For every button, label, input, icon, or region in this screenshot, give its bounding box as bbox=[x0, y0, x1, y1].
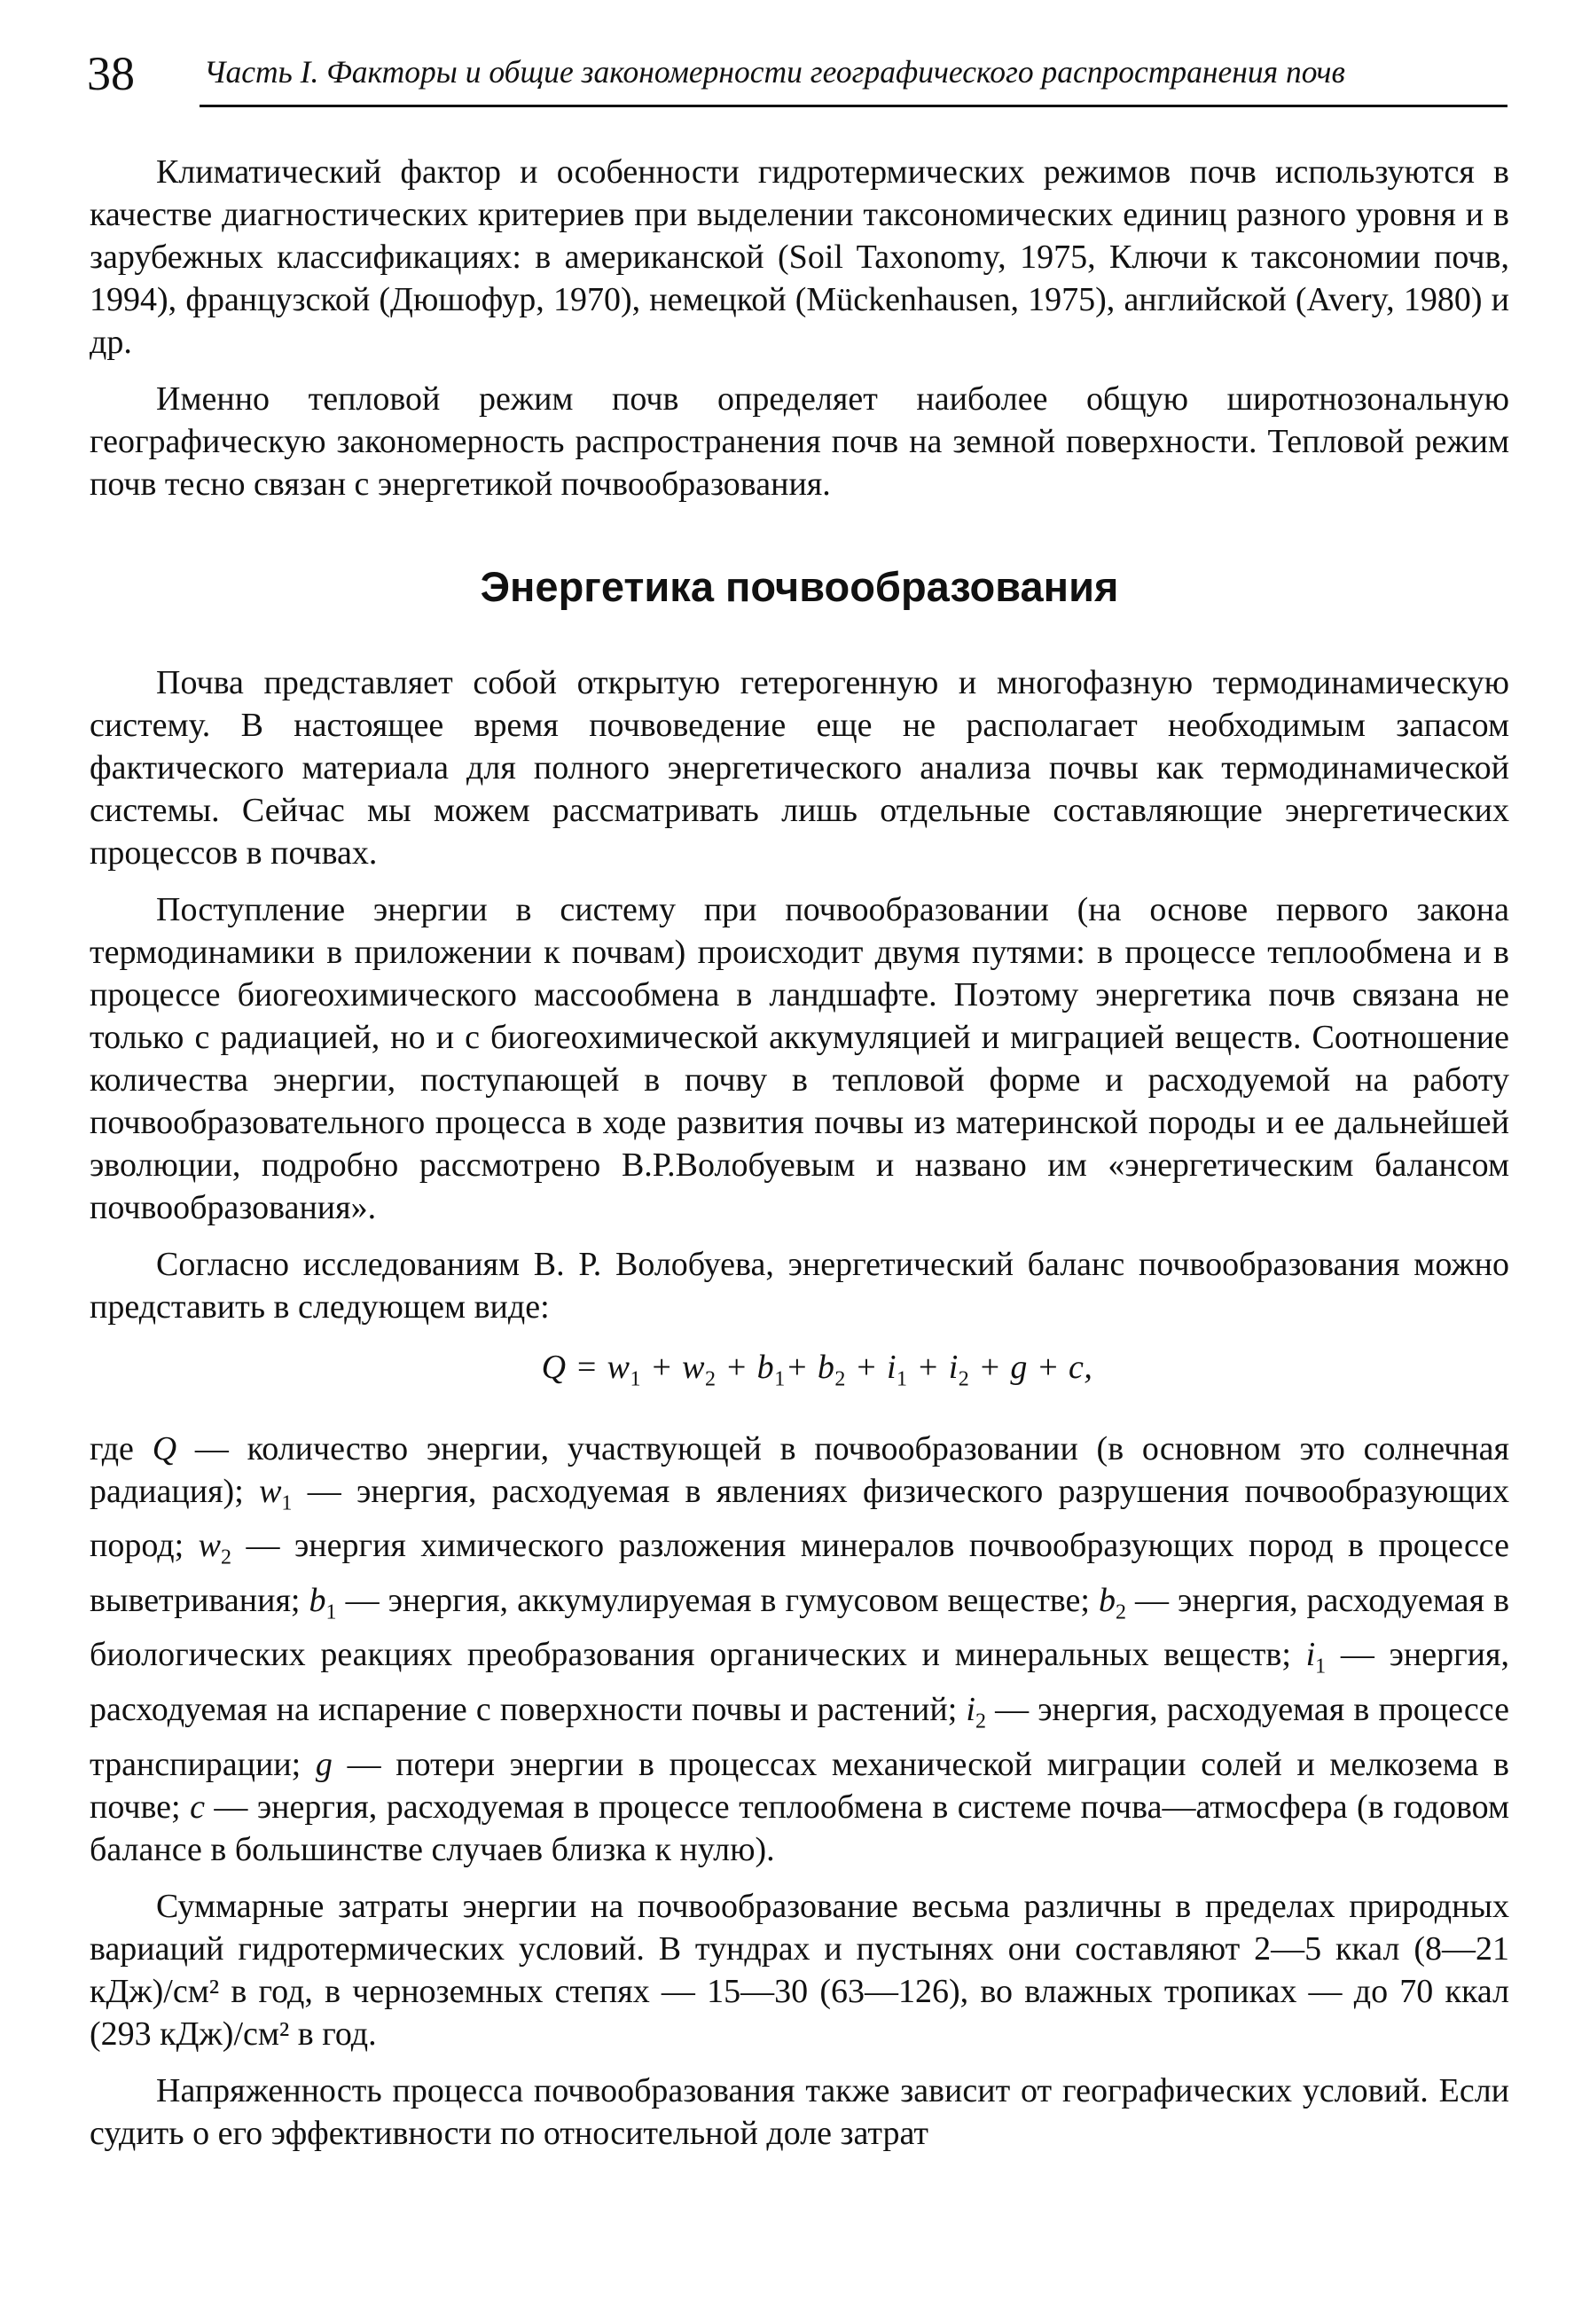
section-paragraph-1: Почва представляет собой открытую гетерогенную и многофазную термодинамическую систему. В настоящее время почвоведение еще не располагает необходимым запасом фактического материала для полного энергетического анализа почвы как термодинамической системы. Сейчас мы можем рассматривать лишь отдельные составляющие энергетических процессов в почвах. bbox=[90, 664, 1509, 872]
section-paragraph-6: Напряженность процесса почвообразования также зависит от географических условий. Если судить о его эффективности по относительной доле затрат bbox=[90, 2071, 1509, 2152]
section-paragraph-3: Согласно исследованиям В. Р. Волобуева, энергетический баланс почвообразования можно представить в следующем виде: bbox=[90, 1246, 1509, 1326]
intro-paragraph-1: Климатический фактор и особенности гидротермических режимов почв используются в качестве диагностических критериев при выделении таксономических единиц разного уровня и в зарубежных классификациях: в американской (Soil Taxonomy, 1975, Ключи к таксономии почв, 1994), французской (Дюшофур, 1970), немецкой (Mückenhausen, 1975), английской (Avery, 1980) и др. bbox=[90, 153, 1509, 361]
header-rule bbox=[200, 105, 1507, 107]
section-paragraph-5: Суммарные затраты энергии на почвообразование весьма различны в пределах природных вариаций гидротермических условий. В тундрах и пустынях они составляют 2—5 ккал (8—21 кДж)/см² в год, в черноземных степях — 15—30 (63—126), во влажных тропиках — до 70 ккал (293 кДж)/см² в год. bbox=[90, 1887, 1509, 2053]
page-number: 38 bbox=[87, 47, 135, 100]
running-title: Часть I. Факторы и общие закономерности географического распространения почв bbox=[204, 54, 1345, 90]
energy-balance-formula: $Q = w_1 + w_2 + b_1+ b_2 + i_1 + i_2 + g + c$, bbox=[541, 1349, 1093, 1391]
section-title: Энергетика почвообразования bbox=[480, 563, 1119, 610]
variable-definitions: где Q — количество энергии, участвующей в почвообразовании (в основном это солнечная радиация); $w_1$ — энергия, расходуемая в явлениях физического разрушения почвообразующих пород; $w_2$ — энергия химического разложения минералов почвообразующих пород в процессе выветривания; $b_1$ — энергия, аккумулируемая в гумусовом веществе; $b_2$ — энергия, расходуемая в биологических реакциях преобразования органических и минеральных веществ; $i_1$ — энергия, расходуемая на испарение с поверхности почвы и растений; $i_2$ — энергия, расходуемая в процессе транспирации; g — потери энергии в процессах механической миграции солей и мелкозема в почве; c — энергия, расходуемая в процессе теплообмена в системе почва—атмосфера (в годовом балансе в большинстве случаев близка к нулю). bbox=[90, 1429, 1510, 1868]
section-paragraph-2: Поступление энергии в систему при почвообразовании (на основе первого закона термодинамики в приложении к почвам) происходит двумя путями: в процессе теплообмена и в процессе биогеохимического массообмена в ландшафте. Поэтому энергетика почв связана не только с радиацией, но и с биогеохимической аккумуляцией и миграцией веществ. Соотношение количества энергии, поступающей в почву в тепловой форме и расходуемой на работу почвообразовательного процесса в ходе развития почвы из материнской породы и ее дальнейшей эволюции, подробно рассмотрено В.Р.Волобуевым и названо им «энергетическим балансом почвообразования». bbox=[90, 891, 1509, 1226]
page-body bbox=[90, 151, 1509, 2169]
intro-paragraph-2: Именно тепловой режим почв определяет наиболее общую широтнозональную географическую закономерность распространения почв на земной поверхности. Тепловой режим почв тесно связан с энергетикой почвообразования. bbox=[90, 380, 1509, 503]
